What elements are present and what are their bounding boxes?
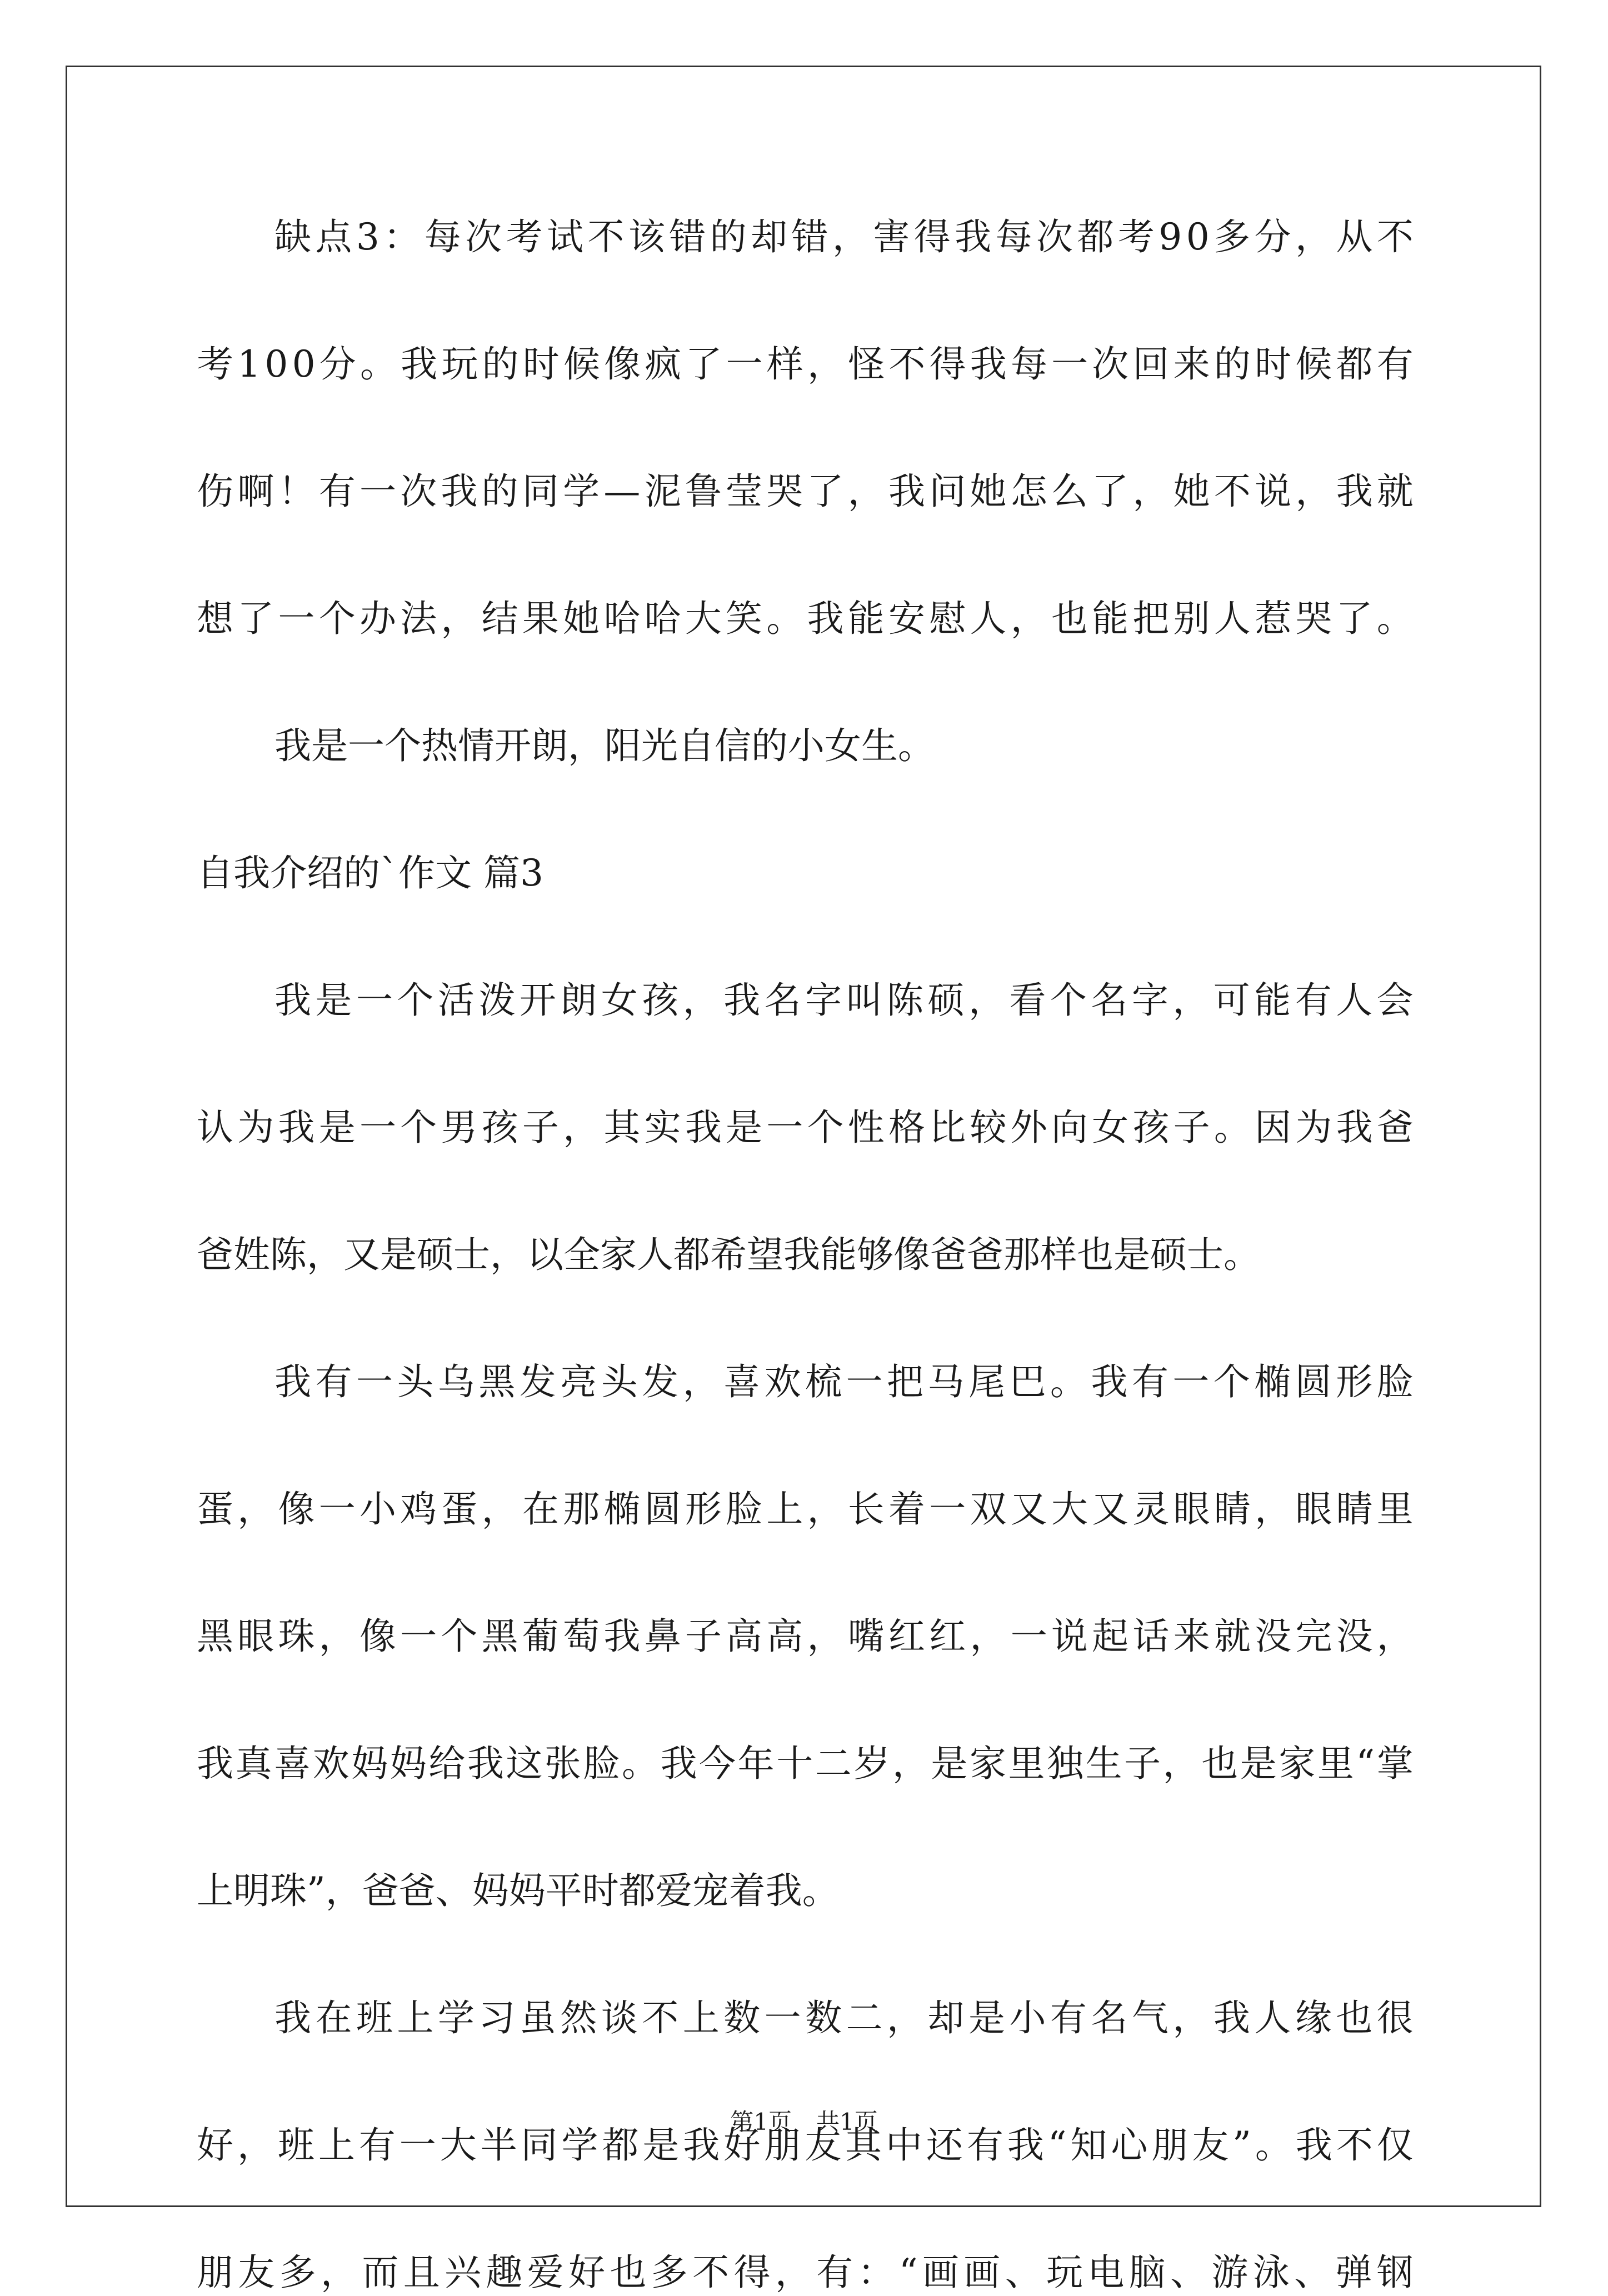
text-line: 我是一个热情开朗，阳光自信的小女生。: [274, 724, 935, 767]
paragraph-school: [197, 1995, 1414, 2296]
text-line: 朋 友 多 ， 而 且 兴 趣 爱 好 也 多 不 得 ， 有 ： “ 画 画 、 玩 电 脑 、 游 泳 、 弹 钢: [197, 2251, 1414, 2294]
paragraph-appearance: [197, 1359, 1414, 1914]
document-body: [197, 214, 1414, 2296]
paragraph-weakness-3: [197, 214, 1414, 642]
text-line: 伤 啊 ！ 有 一 次 我 的 同 学 — 泥 鲁 莹 哭 了 ， 我 问 她 怎 么 了 ， 她 不 说 ， 我 就: [197, 470, 1414, 513]
text-line: 考 1 0 0 分 。 我 玩 的 时 候 像 疯 了 一 样 ， 怪 不 得 我 每 一 次 回 来 的 时 候 都 有: [197, 343, 1414, 386]
page-footer: [0, 2107, 1608, 2138]
text-line: 上明珠”，爸爸、妈妈平时都爱宠着我。: [197, 1869, 839, 1912]
section-heading: 自我介绍的`作文 篇3: [197, 852, 543, 894]
text-line: 我 在 班 上 学 习 虽 然 谈 不 上 数 一 数 二 ， 却 是 小 有 名 气 ， 我 人 缘 也 很: [274, 1997, 1414, 2039]
page-number: 第1页: [730, 2108, 792, 2135]
text-line: 我 有 一 头 乌 黑 发 亮 头 发 ， 喜 欢 梳 一 把 马 尾 巴 。 我 有 一 个 椭 圆 形 脸: [274, 1360, 1414, 1403]
paragraph-intro: [197, 977, 1414, 1278]
text-line: 蛋 ， 像 一 小 鸡 蛋 ， 在 那 椭 圆 形 脸 上 ， 长 着 一 双 又 大 又 灵 眼 睛 ， 眼 睛 里: [197, 1488, 1414, 1530]
text-line: 爸姓陈，又是硕士，以全家人都希望我能够像爸爸那样也是硕士。: [197, 1233, 1260, 1276]
paragraph-self-summary: [197, 723, 1414, 769]
text-line: 缺 点 3 ： 每 次 考 试 不 该 错 的 却 错 ， 害 得 我 每 次 都 考 9 0 多 分 ， 从 不: [274, 216, 1414, 258]
text-line: 认 为 我 是 一 个 男 孩 子 ， 其 实 我 是 一 个 性 格 比 较 外 向 女 孩 子 。 因 为 我 爸: [197, 1106, 1414, 1149]
text-line: 我 真 喜 欢 妈 妈 给 我 这 张 脸 。 我 今 年 十 二 岁 ， 是 家 里 独 生 子 ， 也 是 家 里 “ 掌: [197, 1742, 1414, 1785]
text-line: 好 ， 班 上 有 一 大 半 同 学 都 是 我 好 朋 友 其 中 还 有 我 “ 知 心 朋 友 ” 。 我 不 仅: [197, 2124, 1414, 2167]
text-line: 我 是 一 个 活 泼 开 朗 女 孩 ， 我 名 字 叫 陈 硕 ， 看 个 名 字 ， 可 能 有 人 会: [274, 979, 1414, 1022]
text-line: 想 了 一 个 办 法 ， 结 果 她 哈 哈 大 笑 。 我 能 安 慰 人 ， 也 能 把 别 人 惹 哭 了 。: [197, 597, 1414, 640]
text-line: 黑 眼 珠 ， 像 一 个 黑 葡 萄 我 鼻 子 高 高 ， 嘴 红 红 ， 一 说 起 话 来 就 没 完 没 ，: [197, 1615, 1414, 1658]
page-total: 共1页: [816, 2108, 878, 2135]
